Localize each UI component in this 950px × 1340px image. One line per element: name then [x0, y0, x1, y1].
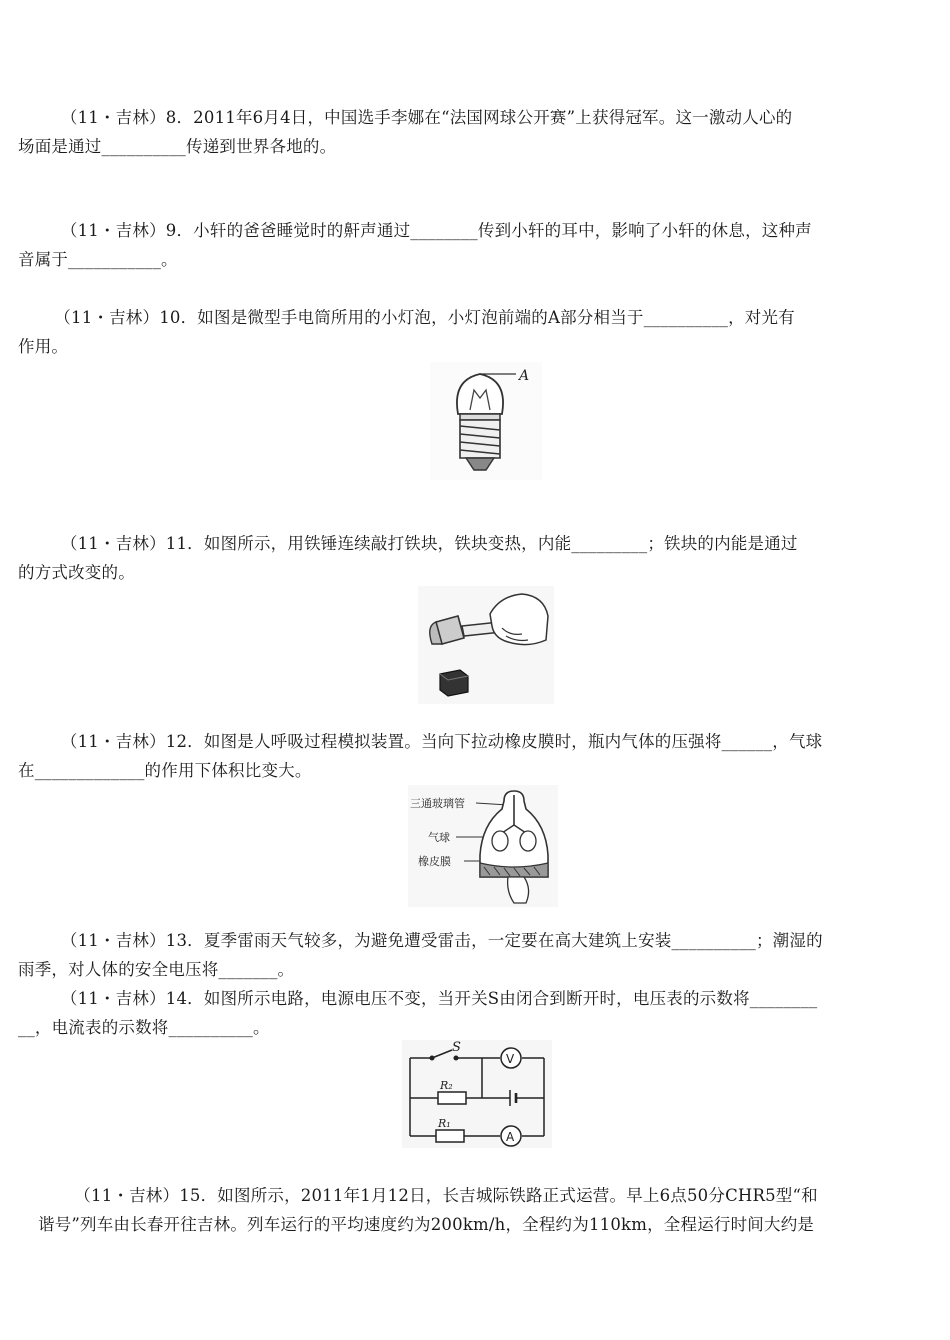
label-rubber-membrane: 橡皮膜: [418, 855, 451, 868]
question-10-line-2: 作用。: [18, 337, 69, 356]
question-13: [18, 926, 918, 984]
question-11-line-1: （11・吉林）11．如图所示，用铁锤连续敲打铁块，铁块变热，内能_________；铁块的内能是通过: [60, 534, 798, 553]
r1-label: R₁: [438, 1117, 451, 1130]
question-12-line-2: 在_____________的作用下体积比变大。: [18, 761, 312, 780]
ammeter-label: A: [506, 1130, 515, 1144]
question-9-line-1: （11・吉林）9．小轩的爸爸睡觉时的鼾声通过________传到小轩的耳中，影响了小轩的休息，这种声: [60, 221, 812, 240]
question-15-line-1: （11・吉林）15．如图所示，2011年1月12日，长吉城际铁路正式运营。早上6点50分CHR5型“和: [74, 1186, 818, 1205]
question-8-line-1: （11・吉林）8．2011年6月4日，中国选手李娜在“法国网球公开赛”上获得冠军。这一激动人心的: [60, 108, 793, 127]
question-15-line-2: 谐号”列车由长春开往吉林。列车运行的平均速度约为200km/h，全程约为110km，全程运行时间大约是: [38, 1215, 815, 1234]
voltmeter-label: V: [506, 1052, 515, 1066]
question-14: [18, 984, 918, 1042]
label-balloon: 气球: [428, 831, 450, 844]
question-10: [18, 303, 918, 361]
hammer-figure: [418, 586, 554, 704]
question-12-line-1: （11・吉林）12．如图是人呼吸过程模拟装置。当向下拉动橡皮膜时，瓶内气体的压强将______，气球: [60, 732, 823, 751]
bulb-figure: [430, 362, 542, 480]
question-10-line-1: （11・吉林）10．如图是微型手电筒所用的小灯泡，小灯泡前端的A部分相当于__________，对光有: [54, 308, 795, 327]
bulb-label-a: A: [519, 368, 530, 384]
question-9: [18, 216, 918, 274]
switch-label: S: [452, 1040, 461, 1055]
circuit-figure: [402, 1040, 552, 1148]
label-glass-tube: 三通玻璃管: [410, 797, 465, 810]
question-11: [18, 529, 918, 587]
question-14-line-2: __，电流表的示数将__________。: [18, 1018, 270, 1037]
breathing-model-figure: [408, 785, 558, 907]
r2-label: R₂: [440, 1079, 453, 1092]
question-14-line-1: （11・吉林）14．如图所示电路，电源电压不变，当开关S由闭合到断开时，电压表的示数将________: [60, 989, 818, 1008]
question-12: [18, 727, 918, 785]
question-13-line-1: （11・吉林）13．夏季雷雨天气较多，为避免遭受雷击，一定要在高大建筑上安装__________；潮湿的: [60, 931, 823, 950]
question-8: [18, 103, 918, 161]
question-13-line-2: 雨季，对人体的安全电压将_______。: [18, 960, 295, 979]
question-11-line-2: 的方式改变的。: [18, 563, 135, 582]
question-15: [38, 1181, 918, 1239]
question-9-line-2: 音属于___________。: [18, 250, 178, 269]
question-8-line-2: 场面是通过__________传递到世界各地的。: [18, 137, 337, 156]
